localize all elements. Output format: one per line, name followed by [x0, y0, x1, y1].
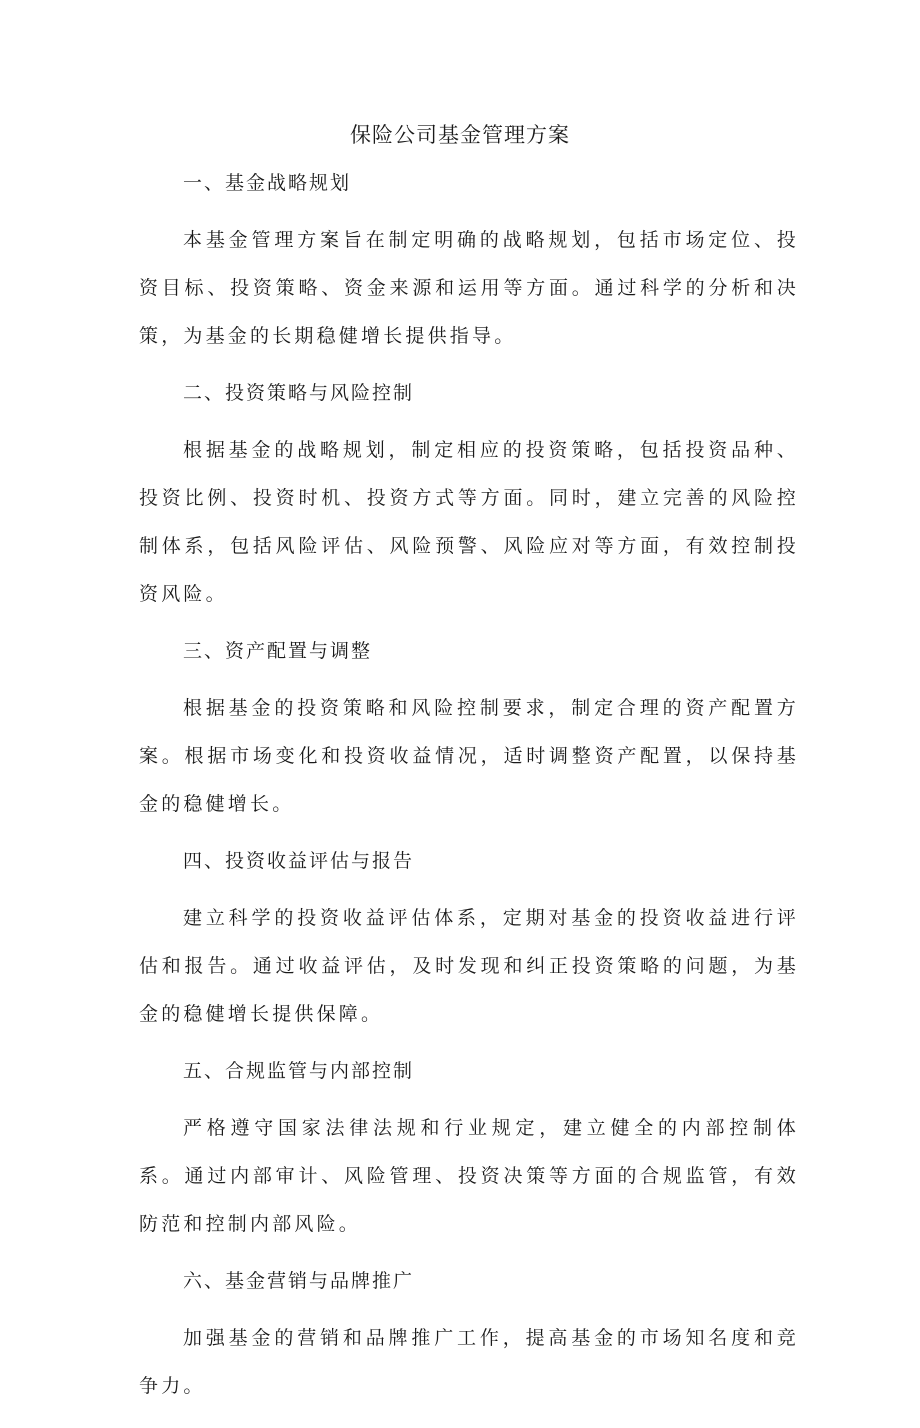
section-paragraph: 根据基金的战略规划，制定相应的投资策略，包括投资品种、投资比例、投资时机、投资方式等方面。同时，建立完善的风险控制体系，包括风险评估、风险预警、风险应对等方面，有效控制投资风险。 — [139, 439, 799, 605]
section-heading: 五、合规监管与内部控制 — [183, 1060, 415, 1082]
section-2 — [139, 378, 799, 618]
section-paragraph: 建立科学的投资收益评估体系，定期对基金的投资收益进行评估和报告。通过收益评估，及时发现和纠正投资策略的问题，为基金的稳健增长提供保障。 — [139, 907, 799, 1025]
section-paragraph: 严格遵守国家法律法规和行业规定，建立健全的内部控制体系。通过内部审计、风险管理、投资决策等方面的合规监管，有效防范和控制内部风险。 — [139, 1117, 799, 1235]
document-title: 保险公司基金管理方案 — [350, 123, 570, 147]
section-6 — [139, 1266, 799, 1410]
section-5 — [139, 1056, 799, 1248]
section-heading: 四、投资收益评估与报告 — [183, 850, 415, 872]
section-4 — [139, 846, 799, 1038]
document-body — [139, 168, 799, 1428]
section-heading: 一、基金战略规划 — [183, 172, 352, 194]
section-heading: 二、投资策略与风险控制 — [183, 382, 415, 404]
section-1 — [139, 168, 799, 360]
section-paragraph: 根据基金的投资策略和风险控制要求，制定合理的资产配置方案。根据市场变化和投资收益情况，适时调整资产配置，以保持基金的稳健增长。 — [139, 697, 799, 815]
section-heading: 三、资产配置与调整 — [183, 640, 373, 662]
section-heading: 六、基金营销与品牌推广 — [183, 1270, 415, 1292]
section-paragraph: 本基金管理方案旨在制定明确的战略规划，包括市场定位、投资目标、投资策略、资金来源和运用等方面。通过科学的分析和决策，为基金的长期稳健增长提供指导。 — [139, 229, 799, 347]
section-paragraph: 加强基金的营销和品牌推广工作，提高基金的市场知名度和竞争力。 — [139, 1327, 799, 1397]
section-3 — [139, 636, 799, 828]
